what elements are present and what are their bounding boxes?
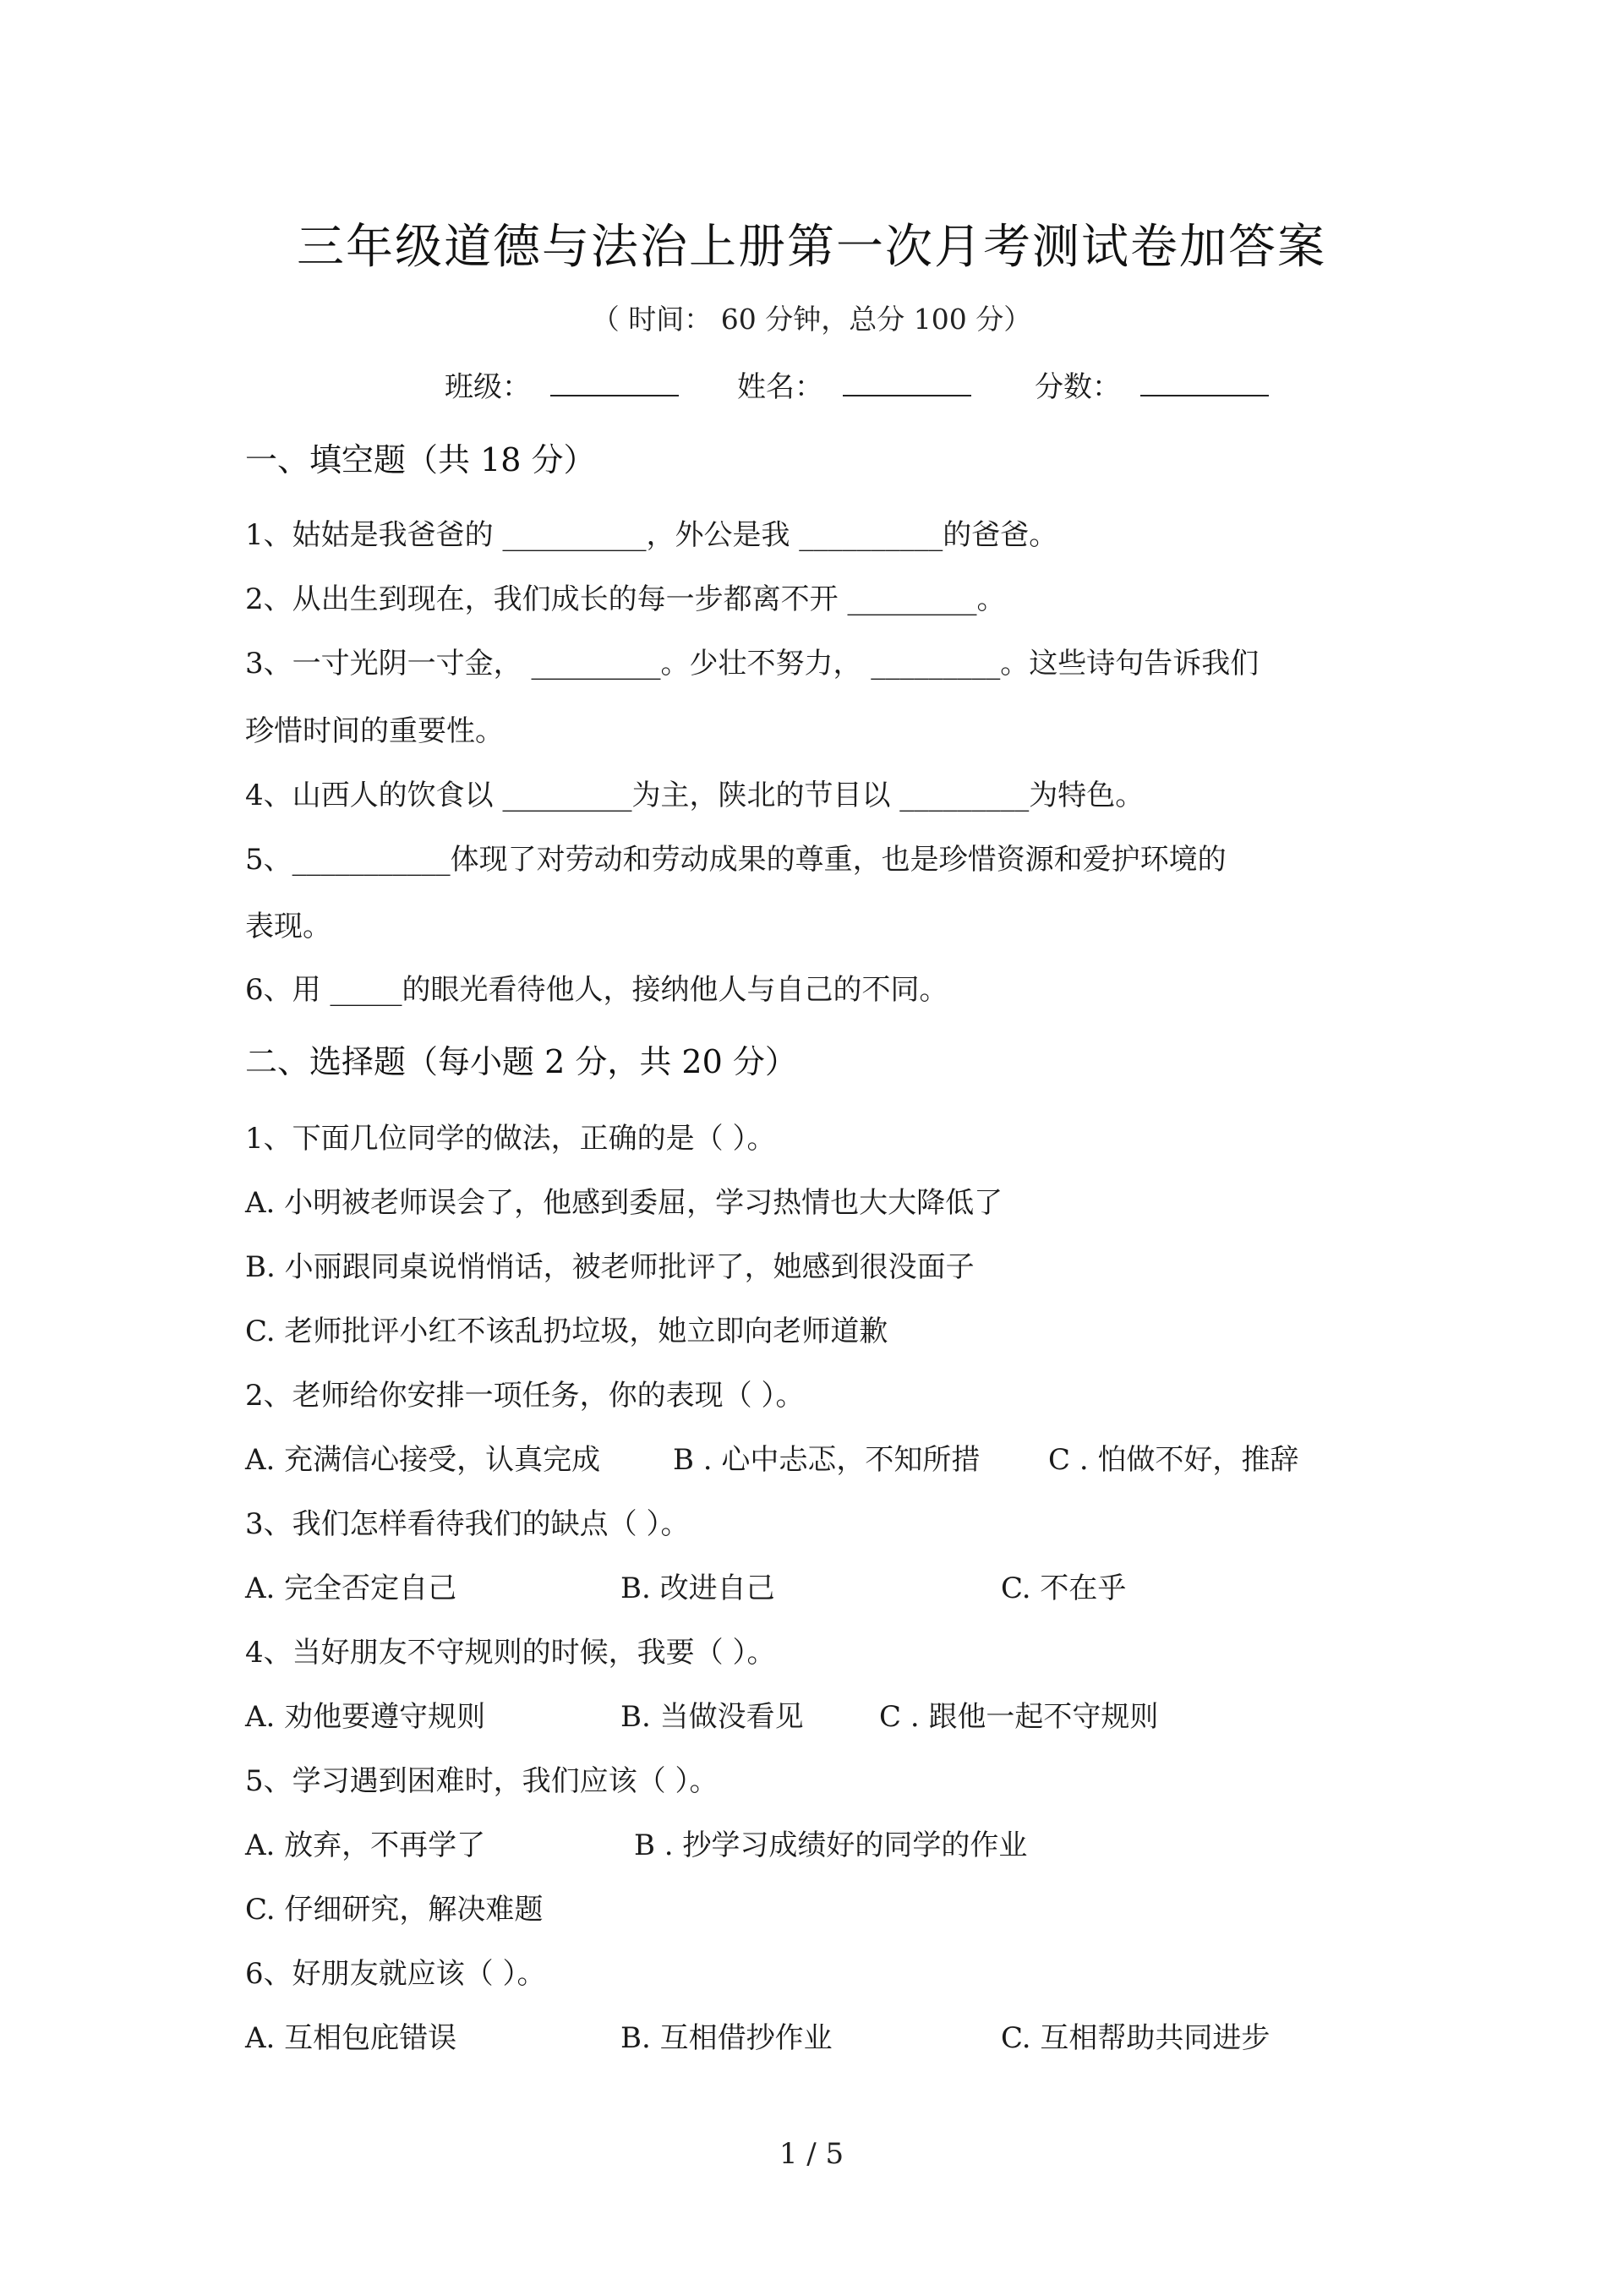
choice-q3-option-b: B. 改进自己 xyxy=(620,1572,775,1605)
choice-q1-option-c: C. 老师批评小红不该乱扔垃圾，她立即向老师道歉 xyxy=(245,1315,888,1348)
choice-q1-option-b: B. 小丽跟同桌说悄悄话，被老师批评了，她感到很没面子 xyxy=(245,1250,975,1284)
fill-question-2: 2、从出生到现在，我们成长的每一步都离不开 _________。 xyxy=(245,582,1006,616)
fill-question-3-line1: 3、一寸光阴一寸金， _________。少壮不努力， _________。这些诗句告诉我们 xyxy=(245,647,1260,681)
fill-question-1: 1、姑姑是我爸爸的 __________，外公是我 __________的爸爸。 xyxy=(245,518,1058,552)
score-blank xyxy=(1140,371,1269,396)
section-fill-blank-heading: 一、填空题（共 18 分） xyxy=(245,441,596,478)
choice-question-2: 2、老师给你安排一项任务，你的表现（ ）。 xyxy=(245,1379,805,1413)
choice-q6-option-a: A. 互相包庇错误 xyxy=(245,2021,457,2055)
class-field xyxy=(445,364,679,405)
choice-q5-option-a: A. 放弃，不再学了 xyxy=(245,1829,486,1862)
choice-q6-option-c: C. 互相帮助共同进步 xyxy=(1001,2021,1271,2055)
choice-q3-option-c: C. 不在乎 xyxy=(1001,1572,1127,1605)
choice-q4-option-a: A. 劝他要遵守规则 xyxy=(245,1700,486,1734)
class-blank xyxy=(550,371,679,396)
fill-question-5-line1: 5、___________体现了对劳动和劳动成果的尊重，也是珍惜资源和爱护环境的 xyxy=(245,843,1227,877)
choice-q2-option-b: B . 心中忐忑，不知所措 xyxy=(673,1443,981,1477)
choice-question-4: 4、当好朋友不守规则的时候，我要（ ）。 xyxy=(245,1636,776,1670)
class-label: 班级： xyxy=(445,370,531,404)
choice-q5-option-b: B . 抄学习成绩好的同学的作业 xyxy=(634,1829,1028,1862)
fill-question-3-line2: 珍惜时间的重要性。 xyxy=(245,714,504,748)
choice-question-5: 5、学习遇到困难时，我们应该（ ）。 xyxy=(245,1764,719,1798)
section-choice-heading: 二、选择题（每小题 2 分，共 20 分） xyxy=(245,1043,797,1080)
choice-q1-option-a: A. 小明被老师误会了，他感到委屈，学习热情也大大降低了 xyxy=(245,1186,1003,1220)
choice-q4-option-b: B. 当做没看见 xyxy=(620,1700,804,1734)
name-field xyxy=(737,364,971,405)
choice-q6-option-b: B. 互相借抄作业 xyxy=(620,2021,833,2055)
choice-q5-option-c: C. 仔细研究，解决难题 xyxy=(245,1893,544,1927)
choice-q3-option-a: A. 完全否定自己 xyxy=(245,1572,457,1605)
choice-question-1: 1、下面几位同学的做法，正确的是（ ）。 xyxy=(245,1122,776,1156)
name-label: 姓名： xyxy=(737,370,823,404)
page-number: 1 / 5 xyxy=(779,2137,844,2171)
fill-question-4: 4、山西人的饮食以 _________为主，陕北的节目以 _________为特色。 xyxy=(245,779,1145,812)
score-field xyxy=(1035,364,1269,405)
fill-question-6: 6、用 _____的眼光看待他人，接纳他人与自己的不同。 xyxy=(245,973,948,1007)
choice-question-6: 6、好朋友就应该（ ）。 xyxy=(245,1957,546,1991)
score-label: 分数： xyxy=(1035,370,1121,404)
choice-q2-option-a: A. 充满信心接受，认真完成 xyxy=(245,1443,601,1477)
name-blank xyxy=(843,371,971,396)
choice-q4-option-c: C . 跟他一起不守规则 xyxy=(879,1700,1159,1734)
choice-q2-option-c: C . 怕做不好，推辞 xyxy=(1048,1443,1299,1477)
fill-question-5-line2: 表现。 xyxy=(245,910,331,943)
choice-question-3: 3、我们怎样看待我们的缺点（ ）。 xyxy=(245,1507,690,1541)
exam-subtitle: （ 时间： 60 分钟，总分 100 分） xyxy=(591,303,1032,336)
page-title: 三年级道德与法治上册第一次月考测试卷加答案 xyxy=(297,220,1326,275)
